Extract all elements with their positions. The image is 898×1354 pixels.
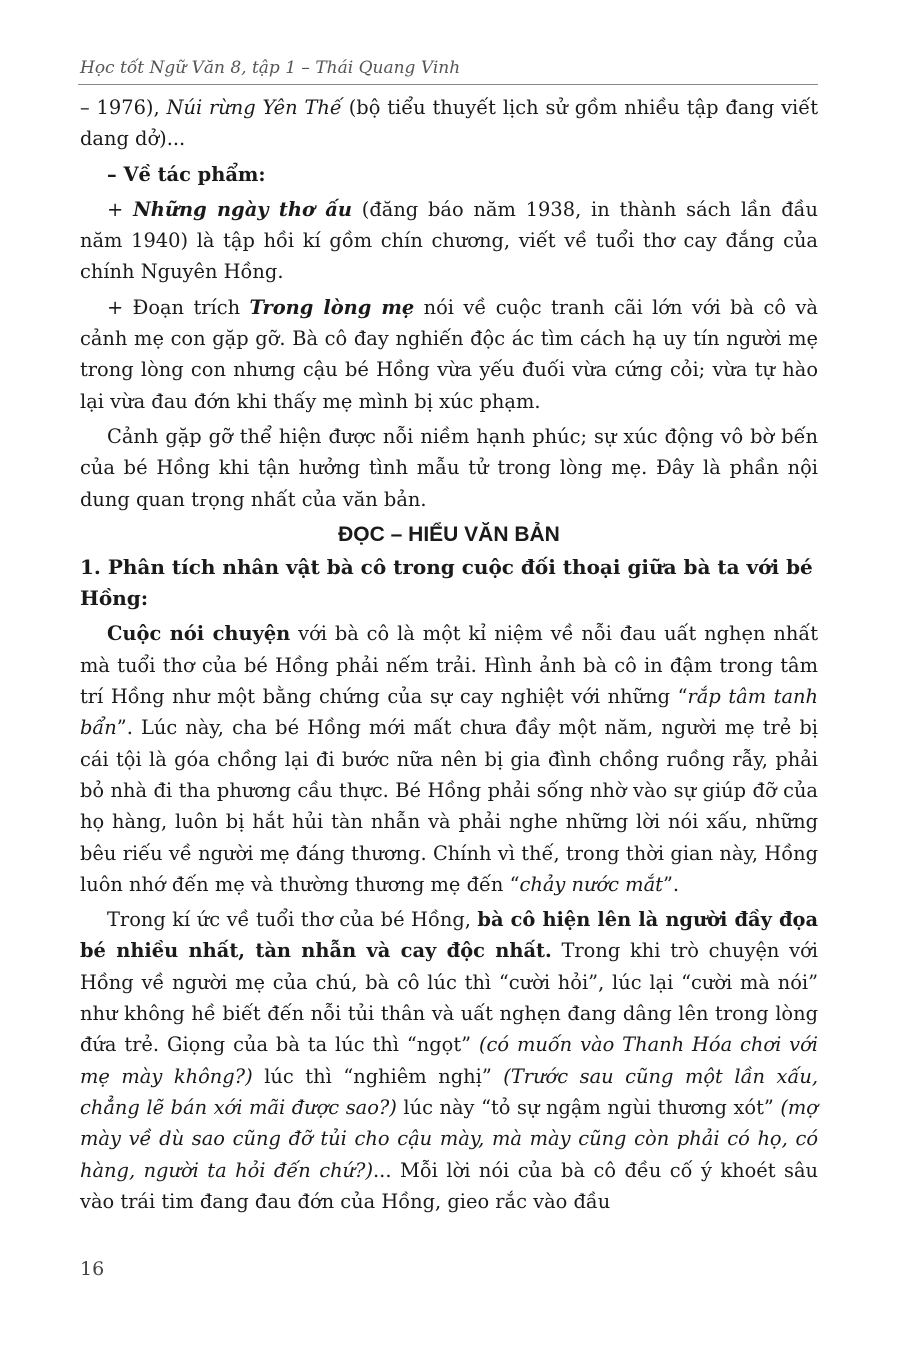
bold-phrase: Cuộc nói chuyện: [107, 622, 291, 646]
page-body: [80, 92, 818, 1221]
text-run: +: [107, 197, 134, 221]
italic-quote: rắp tâm tanh bẩn: [80, 685, 819, 740]
text-run: lúc này “tỏ sự ngậm ngùi thương xót”: [396, 1095, 781, 1119]
text-run: ... Mỗi lời nói của bà cô đều cố ý khoét sâu vào trái tim đang đau đớn của Hồng, gieo rắc vào đầu: [80, 1158, 818, 1213]
italic-quote: (Trước sau cũng một lần xấu, chẳng lẽ bán xới mãi được sao?): [80, 1064, 818, 1119]
text-run: lúc thì “nghiêm nghị”: [252, 1064, 504, 1088]
italic-quote: (có muốn vào Thanh Hóa chơi với mẹ mày không?): [80, 1033, 818, 1088]
italic-quote: chảy nước mắt: [519, 872, 663, 896]
text-run: ”. Lúc này, cha bé Hồng mới mất chưa đầy một năm, người mẹ trẻ bị cái tội là góa chồng lại đi bước nữa nên bị gia đình chồng ruồng rẫy, phải bỏ nhà đi tha phương cầu thực. Bé Hồng phải sống nhờ vào sự giúp đỡ của họ hàng, luôn bị hắt hủi tàn nhẫn và phải nghe những lời nói xấu, những bêu riếu về người mẹ đáng thương. Chính vì thế, trong thời gian này, Hồng luôn nhớ đến mẹ và thường thương mẹ đến “: [80, 716, 818, 896]
bold-italic-title: Những ngày thơ ấu: [133, 197, 352, 221]
paragraph-author-works: [80, 92, 818, 155]
text-run: + Đoạn trích: [107, 295, 250, 319]
text-run: (đăng báo năm 1938, in thành sách lần đầu năm 1940) là tập hồi kí gồm chín chương, viết về tuổi thơ cay đắng của chính Nguyên Hồng.: [80, 197, 818, 284]
text-run: với bà cô là một kỉ niệm về nỗi đau uất nghẹn nhất mà tuổi thơ của bé Hồng phải nếm trải. Hình ảnh bà cô in đậm trong tâm trí Hồng như một bằng chứng của sự cay nghiệt với những “: [80, 622, 819, 709]
text-run: ”.: [662, 872, 680, 896]
text-run: (bộ tiểu thuyết lịch sử gồm nhiều tập đang viết dang dở)...: [80, 96, 818, 151]
page-number: 16: [80, 1258, 105, 1280]
bold-phrase: bà cô hiện lên là người đầy đọa bé nhiều nhất, tàn nhẫn và cay độc nhất.: [80, 908, 819, 963]
italic-title: Núi rừng Yên Thế: [166, 96, 342, 119]
paragraph-book: [80, 194, 818, 288]
text-run: Trong kí ức về tuổi thơ của bé Hồng,: [107, 908, 478, 932]
question-heading: 1. Phân tích nhân vật bà cô trong cuộc đối thoại giữa bà ta với bé Hồng:: [80, 554, 813, 611]
header-rule: [78, 84, 818, 85]
text-run: Trong khi trò chuyện với Hồng về người mẹ của chú, bà cô lúc thì “cười hỏi”, lúc lại “cười mà nói” như không hề biết đến nỗi tủi thân và uất nghẹn đang dâng lên trong lòng đứa trẻ. Giọng của bà ta lúc thì “ngọt”: [80, 939, 819, 1057]
paragraph-excerpt: [80, 292, 818, 417]
italic-quote: (mợ mày về dù sao cũng đỡ tủi cho cậu mày, mà mày cũng còn phải có họ, có hàng, người ta hỏi đến chứ?): [80, 1095, 818, 1182]
text-run: – 1976),: [80, 96, 167, 119]
paragraph-reunion: Cảnh gặp gỡ thể hiện được nỗi niềm hạnh phúc; sự xúc động vô bờ bến của bé Hồng khi tận hưởng tình mẫu tử trong lòng mẹ. Đây là phần nội dung quan trọng nhất của văn bản.: [80, 424, 818, 511]
paragraph-conversation: [80, 618, 818, 900]
works-heading: – Về tác phẩm:: [107, 162, 266, 186]
text-run: nói về cuộc tranh cãi lớn với bà cô và cảnh mẹ con gặp gỡ. Bà cô đay nghiến độc ác tìm cách hạ uy tín người mẹ trong lòng con nhưng cậu bé Hồng vừa yếu đuối vừa cứng cỏi; vừa tự hào lại vừa đau đớn khi thấy mẹ mình bị xúc phạm.: [80, 295, 818, 413]
paragraph-aunt: [80, 904, 818, 1217]
bold-italic-title: Trong lòng mẹ: [249, 295, 415, 319]
running-header: Học tốt Ngữ Văn 8, tập 1 – Thái Quang Vinh: [80, 58, 461, 78]
section-title: ĐỌC – HIỂU VĂN BẢN: [338, 522, 560, 546]
